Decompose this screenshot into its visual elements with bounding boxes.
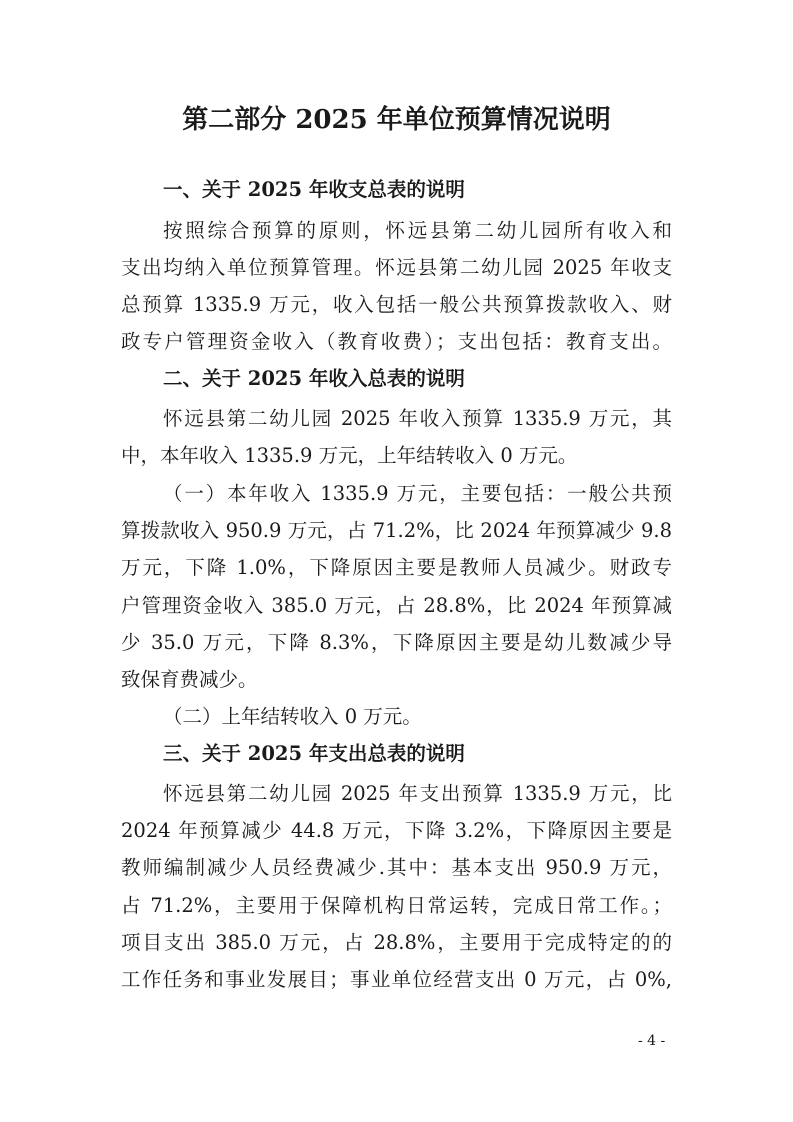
paragraph-line: 总预算 1335.9 万元，收入包括一般公共预算拨款收入、财 bbox=[121, 293, 672, 316]
paragraph-line: 项目支出 385.0 万元，占 28.8%，主要用于完成特定的的 bbox=[121, 931, 672, 954]
paragraph-line: 致保育费减少。 bbox=[121, 668, 258, 691]
paragraph-line: （二）上年结转收入 0 万元。 bbox=[163, 705, 422, 728]
paragraph-line: 算拨款收入 950.9 万元，占 71.2%，比 2024 年预算减少 9.8 bbox=[121, 519, 672, 542]
section-heading-1: 一、关于 2025 年收支总表的说明 bbox=[163, 178, 465, 201]
paragraph-line: 中，本年收入 1335.9 万元，上年结转收入 0 万元。 bbox=[121, 444, 578, 467]
paragraph-line: 户管理资金收入 385.0 万元，占 28.8%，比 2024 年预算减 bbox=[121, 594, 672, 617]
paragraph-line: 教师编制减少人员经费减少.其中：基本支出 950.9 万元， bbox=[121, 856, 672, 879]
paragraph-line: 万元，下降 1.0%，下降原因主要是教师人员减少。财政专 bbox=[121, 556, 672, 579]
paragraph-line: （一）本年收入 1335.9 万元，主要包括：一般公共预 bbox=[163, 482, 672, 505]
section-heading-3: 三、关于 2025 年支出总表的说明 bbox=[163, 742, 465, 765]
paragraph-line: 占 71.2%，主要用于保障机构日常运转，完成日常工作。； bbox=[121, 894, 672, 917]
page-title: 第二部分 2025 年单位预算情况说明 bbox=[182, 105, 611, 135]
paragraph-line: 工作任务和事业发展目；事业单位经营支出 0 万元，占 0%, bbox=[121, 968, 672, 991]
page-number: - 4 - bbox=[638, 1033, 666, 1049]
paragraph-line: 怀远县第二幼儿园 2025 年支出预算 1335.9 万元，比 bbox=[163, 782, 672, 805]
paragraph-line: 2024 年预算减少 44.8 万元，下降 3.2%，下降原因主要是 bbox=[121, 819, 672, 842]
paragraph-line: 少 35.0 万元，下降 8.3%，下降原因主要是幼儿数减少导 bbox=[121, 631, 672, 654]
paragraph-line: 政专户管理资金收入（教育收费）；支出包括：教育支出。 bbox=[121, 330, 672, 353]
paragraph-line: 按照综合预算的原则，怀远县第二幼儿园所有收入和 bbox=[163, 219, 672, 242]
paragraph-line: 支出均纳入单位预算管理。怀远县第二幼儿园 2025 年收支 bbox=[121, 256, 672, 279]
paragraph-line: 怀远县第二幼儿园 2025 年收入预算 1335.9 万元，其 bbox=[163, 407, 672, 430]
section-heading-2: 二、关于 2025 年收入总表的说明 bbox=[163, 367, 465, 390]
